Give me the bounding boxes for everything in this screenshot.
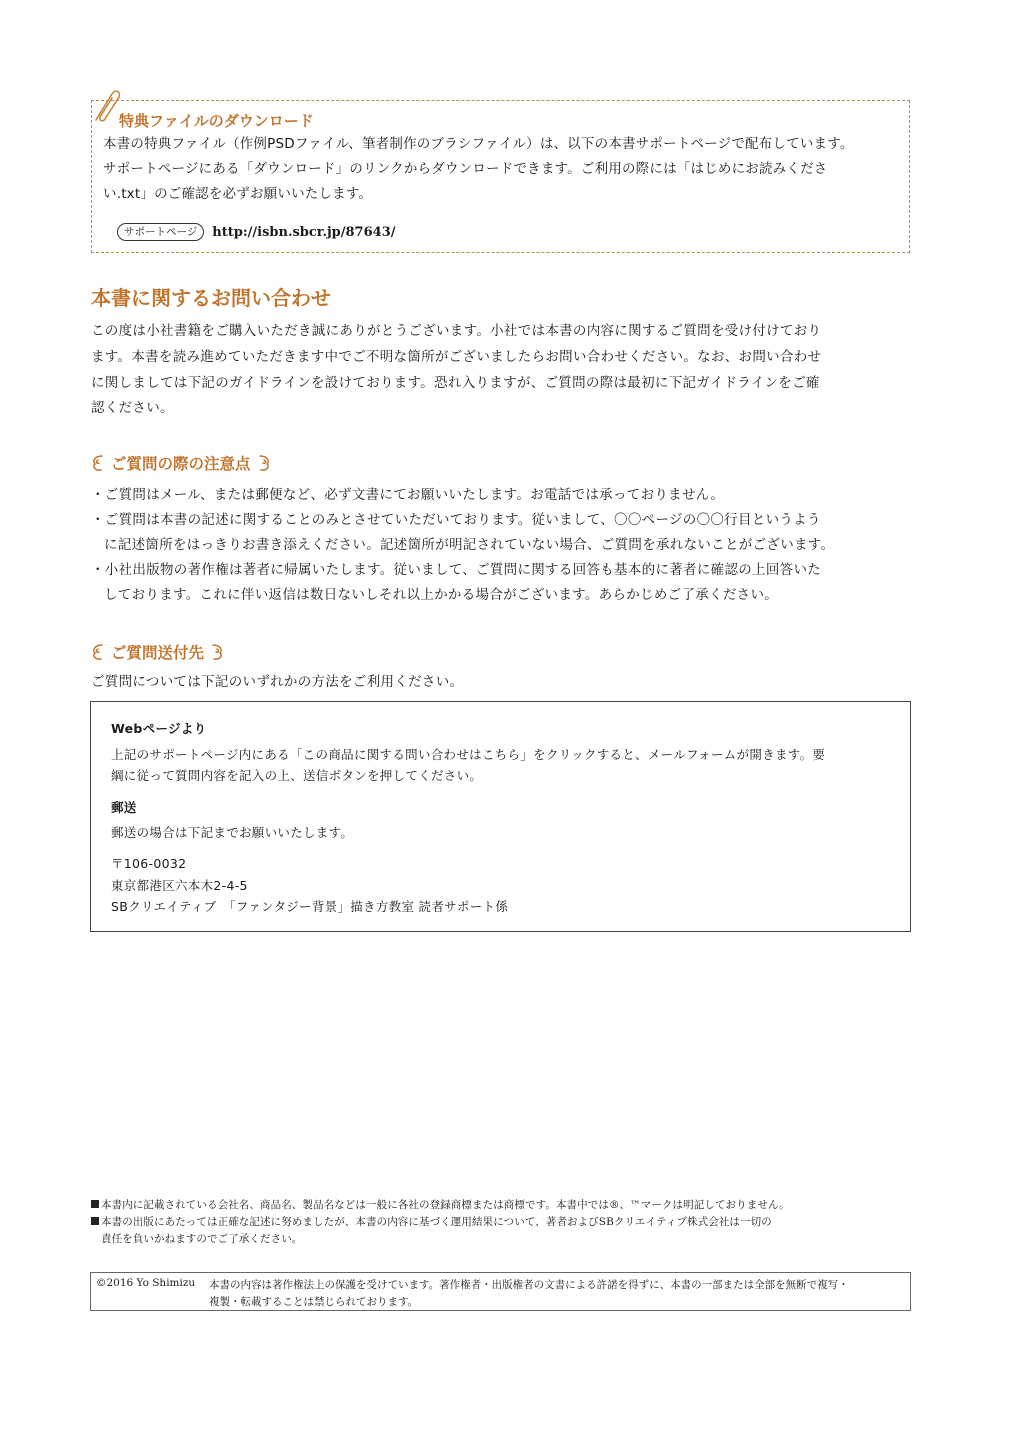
inquiry-text-line: 認ください。	[91, 400, 174, 416]
web-method-line: 上記のサポートページ内にある「この商品に関する問い合わせはこちら」をクリックすると、メールフォームが開きます。要	[111, 747, 826, 762]
disclaimer-note: 本書の出版にあたっては正確な記述に努めましたが、本書の内容に基づく運用結果について、著者およびSBクリエイティブ株式会社は一切の	[91, 1214, 772, 1229]
inquiry-text-line: この度は小社書籍をご購入いただき誠にありがとうございます。小社では本書の内容に関するご質問を受け付けており	[91, 323, 822, 339]
copyright-line: 複製・転載することは禁じられております。	[209, 1296, 419, 1308]
square-bullet-icon	[91, 1200, 99, 1208]
note-line: ・小社出版物の著作権は著者に帰属いたします。従いまして、ご質問に関する回答も基本的に著者に確認の上回答いた	[91, 562, 822, 578]
note-line: ・ご質問はメール、または郵便など、必ず文書にてお願いいたします。お電話では承っておりません。	[91, 487, 725, 503]
mail-method-intro: 郵送の場合は下記までお願いいたします。	[111, 825, 354, 840]
download-text-line: 本書の特典ファイル（作例PSDファイル、筆者制作のブラシファイル）は、以下の本書サポートページで配布しています。	[103, 136, 854, 152]
web-method-line: 綱に従って質問内容を記入の上、送信ボタンを押してください。	[111, 768, 483, 783]
note-line: しております。これに伴い返信は数日ないしそれ以上かかる場合がございます。あらかじめご了承ください。	[104, 587, 779, 603]
notes-title: ご質問の際の注意点	[111, 455, 251, 473]
address: 東京都港区六本木2-4-5	[111, 878, 248, 893]
right-ornament-icon	[255, 453, 273, 473]
send-title: ご質問送付先	[111, 644, 205, 662]
send-heading	[89, 641, 226, 663]
inquiry-title: 本書に関するお問い合わせ	[91, 286, 331, 310]
support-page-badge: サポートページ	[117, 223, 204, 241]
inquiry-text-line: ます。本書を読み進めていただきます中でご不明な箇所がございましたらお問い合わせください。なお、お問い合わせ	[91, 349, 822, 365]
copyright-holder: ©2016 Yo Shimizu	[96, 1277, 196, 1289]
postal-code: 〒106-0032	[111, 856, 187, 871]
send-intro: ご質問については下記のいずれかの方法をご利用ください。	[91, 674, 464, 690]
note-line: ・ご質問は本書の記述に関することのみとさせていただいております。従いまして、〇〇ページの〇〇行目というよう	[91, 512, 821, 528]
note-line: に記述箇所をはっきりお書き添えください。記述箇所が明記されていない場合、ご質問を承れないことがございます。	[104, 537, 835, 553]
download-text-line: い.txt」のご確認を必ずお願いいたします。	[103, 186, 373, 202]
disclaimer-note-cont: 責任を負いかねますのでご了承ください。	[101, 1233, 303, 1245]
support-page-row	[117, 222, 396, 242]
square-bullet-icon	[91, 1217, 99, 1225]
left-ornament-icon	[89, 642, 107, 662]
trademark-note: 本書内に記載されている会社名、商品名、製品名などは一般に各社の登録商標または商標です。本書中では®、™マークは明記しておりません。	[91, 1197, 790, 1212]
copyright-line: 本書の内容は著作権法上の保護を受けています。著作権者・出版権者の文書による許諾を得ずに、本書の一部または全部を無断で複写・	[209, 1279, 849, 1291]
web-method-title: Webページより	[111, 721, 207, 736]
download-title: 特典ファイルのダウンロード	[119, 112, 314, 130]
left-ornament-icon	[89, 453, 107, 473]
mail-method-title: 郵送	[111, 800, 137, 815]
inquiry-text-line: に関しましては下記のガイドラインを設けております。恐れ入りますが、ご質問の際は最初に下記ガイドラインをご確	[91, 375, 820, 391]
download-text-line: サポートページにある「ダウンロード」のリンクからダウンロードできます。ご利用の際には「はじめにお読みくださ	[103, 161, 828, 177]
support-page-link[interactable]: http://isbn.sbcr.jp/87643/	[212, 224, 396, 240]
recipient: SBクリエイティブ 「ファンタジー背景」描き方教室 読者サポート係	[111, 899, 509, 914]
notes-heading	[89, 452, 273, 474]
right-ornament-icon	[208, 642, 226, 662]
